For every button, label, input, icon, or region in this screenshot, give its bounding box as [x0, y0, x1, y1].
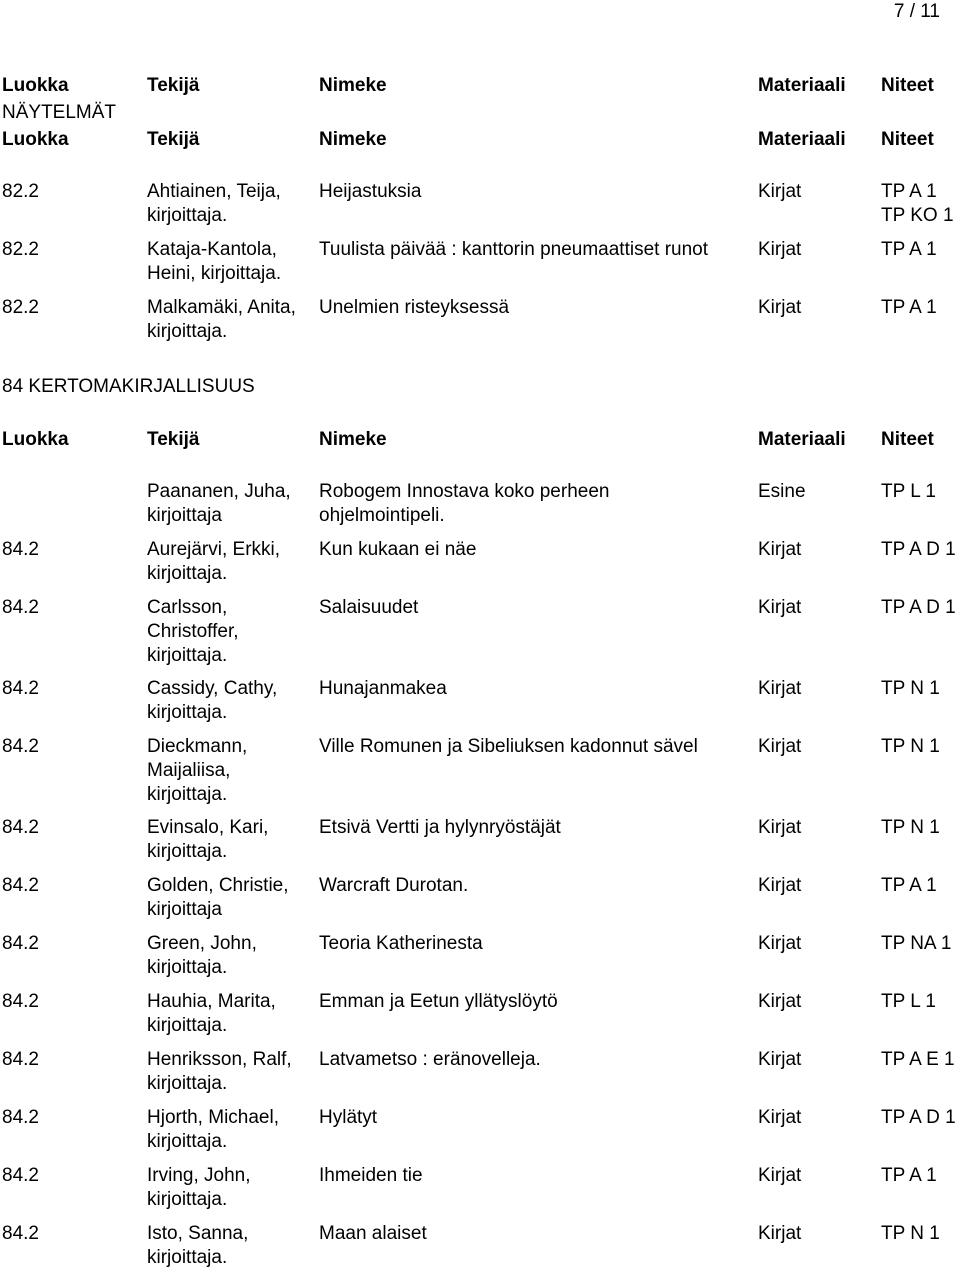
section-title-kertomakirjallisuus: 84 KERTOMAKIRJALLISUUS: [2, 376, 255, 397]
cell-luokka: 82.2: [2, 239, 39, 260]
cell-nimeke: [319, 677, 447, 701]
cell-luokka: 84.2: [2, 1107, 39, 1128]
cell-nimeke-line: Ville Romunen ja Sibeliuksen kadonnut sävel: [319, 736, 698, 757]
header-materiaali: Materiaali: [758, 129, 846, 150]
cell-materiaali: Kirjat: [758, 1049, 802, 1070]
cell-nimeke: [319, 596, 418, 620]
header-tekija: Tekijä: [147, 129, 200, 150]
cell-tekija-line: kirjoittaja.: [147, 841, 228, 862]
cell-nimeke: [319, 874, 468, 898]
header-luokka: Luokka: [2, 429, 69, 450]
cell-tekija-line: Carlsson,: [147, 597, 228, 618]
cell-tekija-line: Irving, John,: [147, 1165, 251, 1186]
cell-niteet-line: TP A 1: [881, 297, 937, 318]
header-luokka: Luokka: [2, 75, 69, 96]
cell-nimeke: [319, 1106, 377, 1130]
cell-materiaali: Kirjat: [758, 239, 802, 260]
cell-niteet: [881, 1164, 937, 1188]
cell-materiaali: Kirjat: [758, 736, 802, 757]
cell-niteet-line: TP A 1: [881, 875, 937, 896]
cell-nimeke-line: Tuulista päivää : kanttorin pneumaattiset runot: [319, 239, 709, 260]
cell-tekija-line: Aurejärvi, Erkki,: [147, 539, 281, 560]
cell-nimeke: [319, 932, 483, 956]
cell-tekija-line: Malkamäki, Anita,: [147, 297, 296, 318]
cell-tekija: [147, 238, 281, 286]
cell-tekija: [147, 480, 291, 528]
cell-niteet: [881, 990, 936, 1014]
cell-tekija-line: kirjoittaja.: [147, 1015, 228, 1036]
cell-niteet: [881, 480, 936, 504]
cell-niteet-line: TP N 1: [881, 1223, 940, 1244]
cell-tekija: [147, 596, 239, 668]
cell-tekija-line: kirjoittaja.: [147, 645, 228, 666]
cell-materiaali: Kirjat: [758, 597, 802, 618]
cell-luokka: 84.2: [2, 678, 39, 699]
cell-luokka: 82.2: [2, 181, 39, 202]
cell-tekija-line: Green, John,: [147, 933, 257, 954]
cell-niteet-line: TP L 1: [881, 991, 936, 1012]
cell-nimeke: [319, 480, 609, 528]
cell-niteet-line: TP N 1: [881, 678, 940, 699]
cell-niteet-line: TP L 1: [881, 481, 936, 502]
cell-niteet: [881, 538, 956, 562]
cell-tekija-line: kirjoittaja.: [147, 702, 228, 723]
cell-niteet: [881, 296, 937, 320]
cell-tekija: [147, 735, 247, 807]
page-number: 7 / 11: [893, 1, 940, 22]
cell-nimeke: [319, 296, 509, 320]
cell-tekija: [147, 677, 277, 725]
cell-nimeke-line: Kun kukaan ei näe: [319, 539, 477, 560]
cell-nimeke-line: Ihmeiden tie: [319, 1165, 423, 1186]
cell-tekija: [147, 1164, 251, 1212]
cell-materiaali: Kirjat: [758, 1107, 802, 1128]
cell-tekija-line: Kataja-Kantola,: [147, 239, 277, 260]
cell-tekija-line: Ahtiainen, Teija,: [147, 181, 281, 202]
cell-niteet-line: TP KO 1: [881, 205, 954, 226]
cell-nimeke: [319, 238, 708, 262]
cell-nimeke-line: Latvametso : eränovelleja.: [319, 1049, 541, 1070]
cell-nimeke: [319, 1048, 541, 1072]
cell-materiaali: Kirjat: [758, 678, 802, 699]
cell-niteet: [881, 816, 940, 840]
cell-tekija-line: kirjoittaja.: [147, 784, 228, 805]
cell-nimeke: [319, 1164, 423, 1188]
cell-luokka: 84.2: [2, 991, 39, 1012]
cell-nimeke: [319, 180, 421, 204]
cell-nimeke-line: Heijastuksia: [319, 181, 422, 202]
header-materiaali: Materiaali: [758, 75, 846, 96]
cell-niteet: [881, 596, 956, 620]
cell-nimeke-line: ohjelmointipeli.: [319, 505, 445, 526]
cell-nimeke-line: Etsivä Vertti ja hylynryöstäjät: [319, 817, 561, 838]
cell-niteet-line: TP A 1: [881, 239, 937, 260]
cell-luokka: 82.2: [2, 297, 39, 318]
cell-niteet-line: TP A 1: [881, 1165, 937, 1186]
cell-niteet: [881, 932, 951, 956]
cell-tekija: [147, 180, 281, 228]
cell-niteet-line: TP A 1: [881, 181, 937, 202]
cell-tekija-line: Golden, Christie,: [147, 875, 289, 896]
cell-tekija: [147, 1048, 292, 1096]
header-luokka: Luokka: [2, 129, 69, 150]
cell-niteet-line: TP A D 1: [881, 539, 956, 560]
cell-niteet-line: TP A E 1: [881, 1049, 955, 1070]
header-nimeke: Nimeke: [319, 129, 387, 150]
cell-luokka: 84.2: [2, 539, 39, 560]
cell-tekija-line: Hjorth, Michael,: [147, 1107, 279, 1128]
cell-tekija-line: Dieckmann,: [147, 736, 248, 757]
cell-luokka: 84.2: [2, 597, 39, 618]
cell-tekija-line: kirjoittaja.: [147, 1073, 228, 1094]
cell-tekija: [147, 932, 257, 980]
cell-tekija: [147, 1106, 279, 1154]
header-materiaali: Materiaali: [758, 429, 846, 450]
cell-tekija: [147, 816, 268, 864]
cell-nimeke-line: Maan alaiset: [319, 1223, 427, 1244]
cell-niteet-line: TP A D 1: [881, 1107, 956, 1128]
cell-nimeke-line: Salaisuudet: [319, 597, 419, 618]
cell-tekija-line: kirjoittaja: [147, 899, 222, 920]
cell-luokka: 84.2: [2, 1049, 39, 1070]
cell-tekija-line: kirjoittaja.: [147, 563, 228, 584]
cell-materiaali: Kirjat: [758, 1165, 802, 1186]
cell-tekija-line: kirjoittaja.: [147, 1189, 228, 1210]
cell-materiaali: Kirjat: [758, 875, 802, 896]
cell-tekija: [147, 874, 289, 922]
cell-materiaali: Kirjat: [758, 539, 802, 560]
cell-luokka: 84.2: [2, 736, 39, 757]
cell-nimeke-line: Warcraft Durotan.: [319, 875, 469, 896]
cell-luokka: 84.2: [2, 1165, 39, 1186]
cell-tekija: [147, 538, 280, 586]
cell-tekija-line: Maijaliisa,: [147, 760, 231, 781]
cell-nimeke-line: Hunajanmakea: [319, 678, 447, 699]
cell-tekija: [147, 990, 276, 1038]
cell-niteet: [881, 180, 954, 228]
cell-tekija-line: Evinsalo, Kari,: [147, 817, 269, 838]
cell-niteet: [881, 677, 940, 701]
cell-niteet: [881, 238, 937, 262]
header-niteet: Niteet: [881, 129, 934, 150]
header-tekija: Tekijä: [147, 75, 200, 96]
header-niteet: Niteet: [881, 75, 934, 96]
cell-luokka: 84.2: [2, 817, 39, 838]
cell-tekija-line: Hauhia, Marita,: [147, 991, 276, 1012]
section-title-naytelmat: NÄYTELMÄT: [2, 102, 117, 123]
cell-tekija: [147, 1222, 248, 1270]
cell-niteet: [881, 735, 940, 759]
cell-tekija-line: kirjoittaja.: [147, 1247, 228, 1268]
cell-tekija-line: Isto, Sanna,: [147, 1223, 249, 1244]
cell-niteet: [881, 874, 937, 898]
cell-tekija-line: Cassidy, Cathy,: [147, 678, 278, 699]
cell-nimeke: [319, 1222, 427, 1246]
cell-materiaali: Kirjat: [758, 1223, 802, 1244]
cell-materiaali: Esine: [758, 481, 806, 502]
cell-nimeke-line: Robogem Innostava koko perheen: [319, 481, 610, 502]
cell-tekija-line: Paananen, Juha,: [147, 481, 291, 502]
cell-nimeke-line: Emman ja Eetun yllätyslöytö: [319, 991, 558, 1012]
cell-tekija-line: Christoffer,: [147, 621, 239, 642]
cell-niteet: [881, 1222, 940, 1246]
cell-tekija-line: kirjoittaja.: [147, 321, 228, 342]
cell-nimeke: [319, 990, 558, 1014]
cell-tekija-line: Heini, kirjoittaja.: [147, 263, 282, 284]
cell-niteet: [881, 1048, 955, 1072]
cell-tekija: [147, 296, 296, 344]
cell-niteet-line: TP N 1: [881, 736, 940, 757]
cell-luokka: 84.2: [2, 875, 39, 896]
cell-niteet: [881, 1106, 956, 1130]
cell-tekija-line: Henriksson, Ralf,: [147, 1049, 292, 1070]
cell-nimeke-line: Hylätyt: [319, 1107, 378, 1128]
cell-tekija-line: kirjoittaja.: [147, 1131, 228, 1152]
cell-materiaali: Kirjat: [758, 933, 802, 954]
header-nimeke: Nimeke: [319, 75, 387, 96]
cell-tekija-line: kirjoittaja.: [147, 205, 228, 226]
header-nimeke: Nimeke: [319, 429, 387, 450]
cell-nimeke: [319, 816, 561, 840]
cell-materiaali: Kirjat: [758, 181, 802, 202]
header-tekija: Tekijä: [147, 429, 200, 450]
header-niteet: Niteet: [881, 429, 934, 450]
cell-niteet-line: TP A D 1: [881, 597, 956, 618]
cell-nimeke: [319, 538, 476, 562]
cell-materiaali: Kirjat: [758, 297, 802, 318]
cell-nimeke-line: Unelmien risteyksessä: [319, 297, 510, 318]
cell-tekija-line: kirjoittaja.: [147, 957, 228, 978]
cell-materiaali: Kirjat: [758, 991, 802, 1012]
cell-tekija-line: kirjoittaja: [147, 505, 222, 526]
cell-luokka: 84.2: [2, 1223, 39, 1244]
cell-niteet-line: TP NA 1: [881, 933, 952, 954]
cell-niteet-line: TP N 1: [881, 817, 940, 838]
cell-nimeke-line: Teoria Katherinesta: [319, 933, 483, 954]
cell-materiaali: Kirjat: [758, 817, 802, 838]
cell-luokka: 84.2: [2, 933, 39, 954]
cell-nimeke: [319, 735, 698, 759]
